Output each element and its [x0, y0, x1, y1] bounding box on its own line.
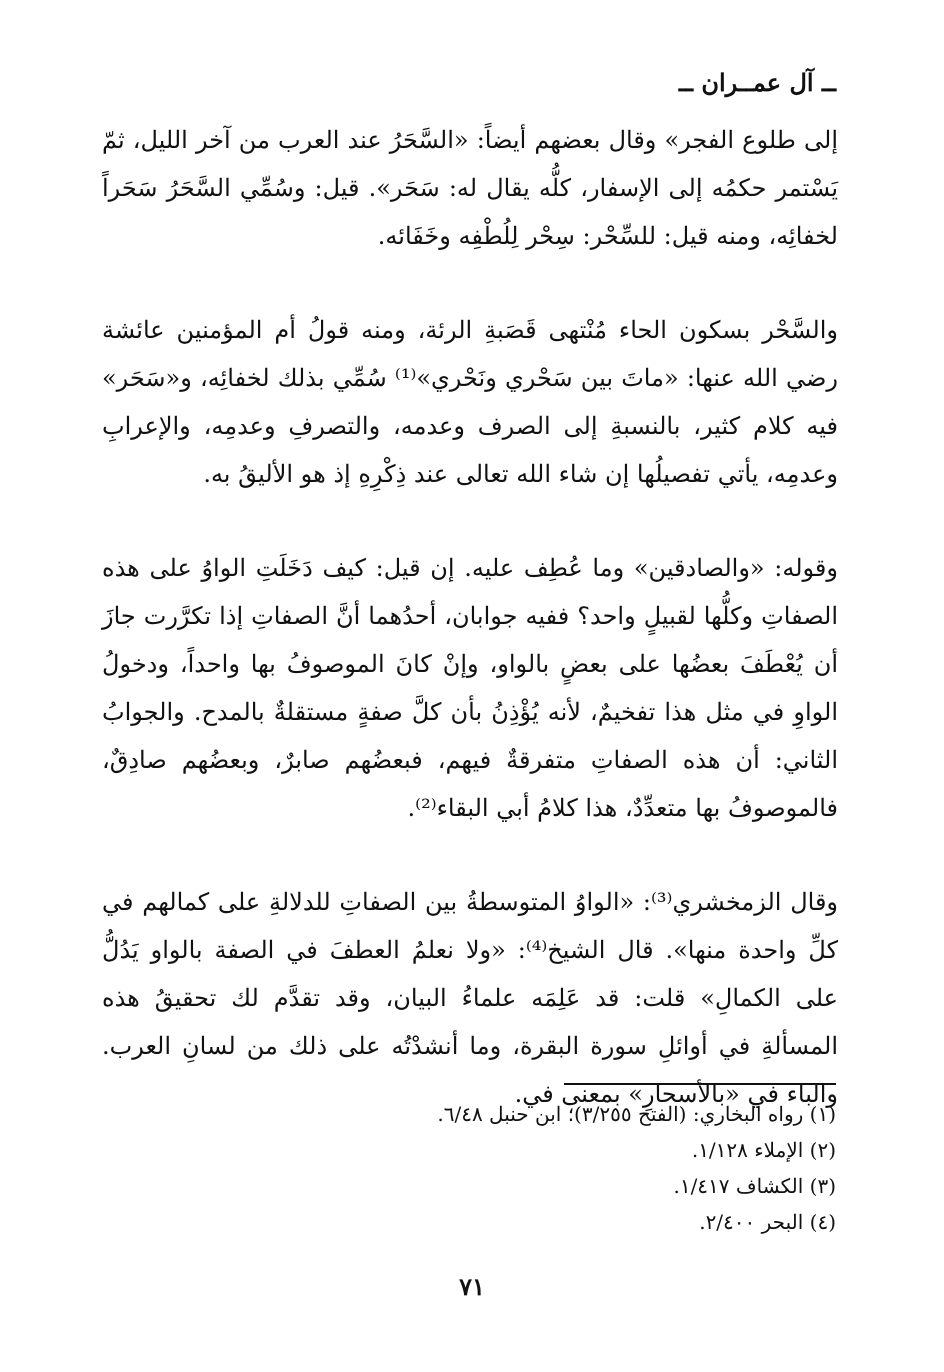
- footnote: (١) رواه البخاري: (الفتح ٣/٢٥٥)؛ ابن حنبل ٦/٤٨.: [437, 1102, 836, 1126]
- paragraph: وقال الزمخشري⁽³⁾: «الواوُ المتوسطةُ بين الصفاتِ للدلالةِ على كمالهم في كلِّ واحدة منها». قال الشيخ⁽⁴⁾: «ولا نعلمُ العطفَ في الصفة بالواو يَدُلُّ على الكمالِ» قلت: قد عَلِمَه علماءُ البيان، وقد تقدَّم لك تحقيقُ هذه المسألةِ في أوائلِ سورة البقرة، وما أنشدْتُه على ذلك من لسانِ العرب. والباء في «بالأسحارِ» بمعنى في.: [102, 888, 839, 1108]
- paragraph: وقوله: «والصادقين» وما عُطِف عليه. إن قيل: كيف دَخَلَتِ الواوُ على هذه الصفاتِ وكلُّها لقبيلٍ واحد؟ ففيه جوابان، أحدُهما أنَّ الصفاتِ إذا تكرَّرت جازَ أن يُعْطَفَ بعضُها على بعضٍ بالواو، وإنْ كانَ الموصوفُ بها واحداً، ودخولُ الواوِ في مثل هذا تفخيمٌ، لأنه يُؤْذِنُ بأن كلَّ صفةٍ مستقلةٌ بالمدح. والجوابُ الثاني: أن هذه الصفاتِ متفرقةٌ فيهم، فبعضُهم صابرٌ، وبعضُهم صادِقٌ، فالموصوفُ بها متعدِّدٌ، هذا كلامُ أبي البقاء⁽²⁾.: [102, 554, 838, 822]
- main-text: [102, 116, 838, 1118]
- paragraph: إلى طلوع الفجر» وقال بعضهم أيضاً: «السَّحَرُ عند العرب من آخر الليل، ثمّ يَسْتمر حكمُه إلى الإسفار، كلُّه يقال له: سَحَر». قيل: وسُمِّي السَّحَرُ سَحَراً لخفائِه، ومنه قيل: للسِّحْر: سِحْر لِلُطْفِه وخَفَائه.: [102, 126, 838, 250]
- paragraph: والسَّحْر بسكون الحاء مُنْتهى قَصَبةِ الرئة، ومنه قولُ أم المؤمنين عائشة رضي الله عنها: «ماتَ بين سَحْري ونَحْري»⁽¹⁾ سُمِّي بذلك لخفائِه، و«سَحَر» فيه كلام كثير، بالنسبةِ إلى الصرف وعدمه، والتصرفِ وعدمِه، والإعرابِ وعدمِه، يأتي تفصيلُها إن شاء الله تعالى عند ذِكْرِهِ إذ هو الأليقُ به.: [102, 316, 838, 488]
- footnote-separator: [564, 1083, 836, 1085]
- page-number: ٧١: [459, 1272, 485, 1301]
- footnote: (٣) الكشاف ١/٤١٧.: [673, 1174, 836, 1198]
- footnote: (٢) الإملاء ١/١٢٨.: [691, 1138, 836, 1162]
- running-header: ــ آل عمــران ــ: [678, 68, 836, 97]
- footnote: (٤) البحر ٢/٤٠٠.: [699, 1210, 836, 1234]
- footnotes: [236, 1096, 836, 1240]
